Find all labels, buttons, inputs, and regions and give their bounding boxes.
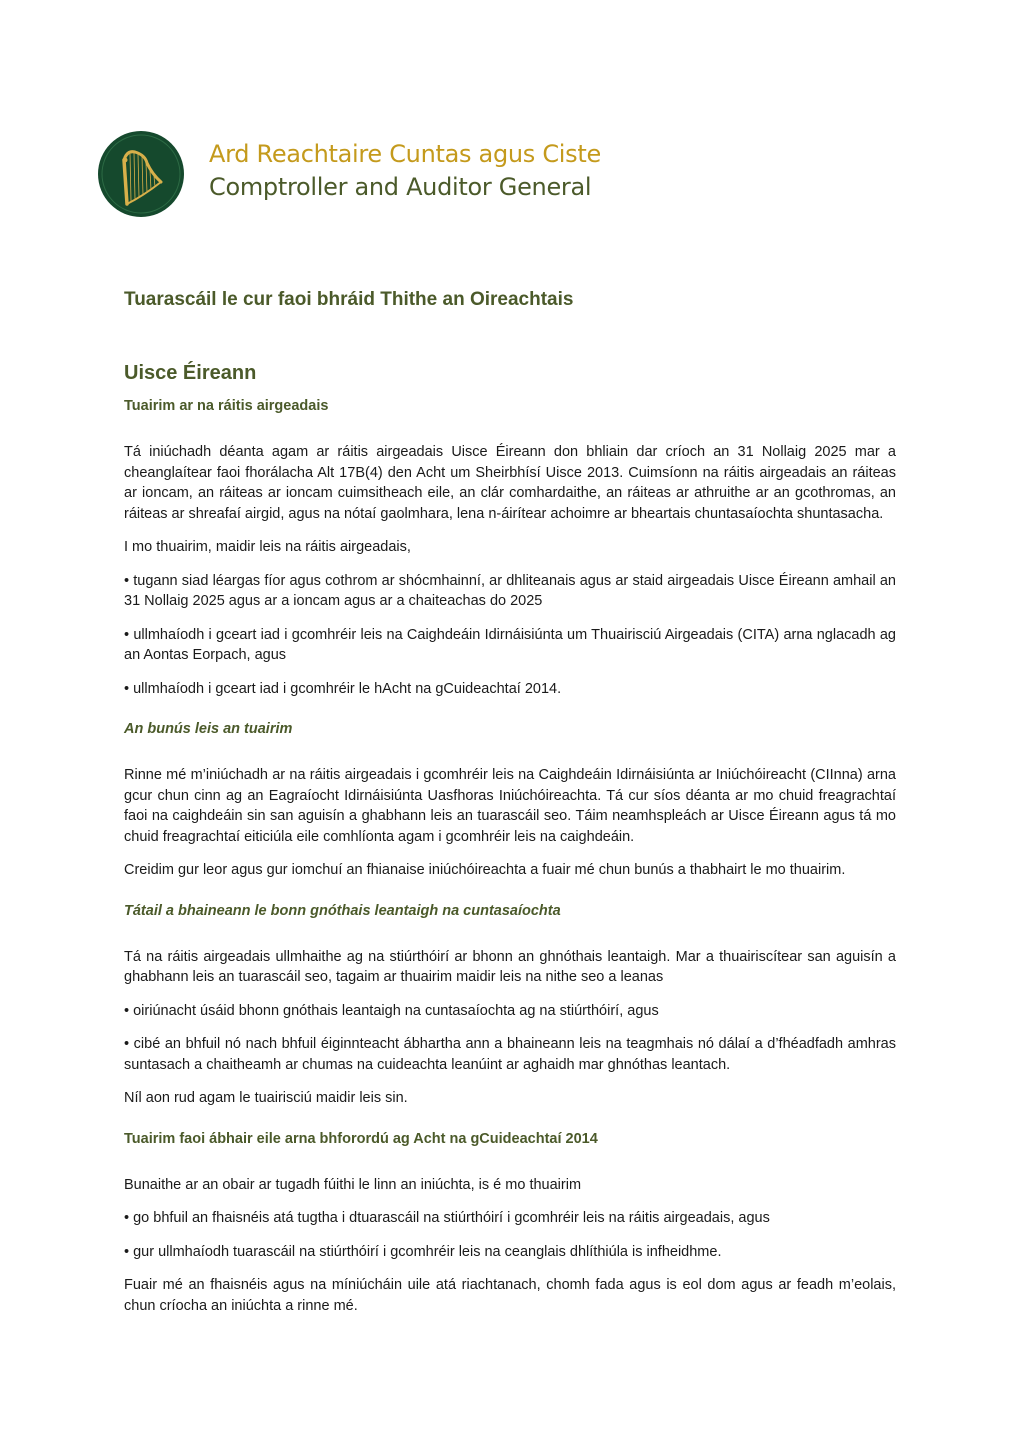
paragraph: Tá na ráitis airgeadais ullmhaithe ag na stiúrthóirí ar bhonn an ghnóthais leantaigh. Mar a thuairiscítear san aguisín a ghabhann leis an tuarascáil seo, tagaim ar thuairim maidir leis na nithe seo a leanas [124, 948, 896, 985]
bullet-paragraph: • tugann siad léargas fíor agus cothrom ar shócmhainní, ar dhliteanais agus ar staid airgeadais Uisce Éireann amhail an 31 Nollaig 2025 agus ar a ioncam agus ar a chaiteachas do 2025 [124, 572, 896, 609]
paragraph: Níl aon rud agam le tuairisciú maidir leis sin. [124, 1090, 408, 1106]
bullet-paragraph: • ullmhaíodh i gceart iad i gcomhréir leis na Caighdeáin Idirnáisiúnta um Thuairisciú Airgeadais (CITA) arna nglacadh ag an Aontas Eorpach, agus [124, 626, 896, 663]
bullet-paragraph: • cibé an bhfuil nó nach bhfuil éiginnteacht ábhartha ann a bhaineann leis na teagmhais nó dálaí a d’fhéadfadh amhras suntasach a chaitheamh ar chumas na cuideachta leanúint ar aghaidh mar ghnóthas leantach. [124, 1036, 896, 1073]
report-title: Tuarascáil le cur faoi bhráid Thithe an Oireachtais [124, 289, 574, 310]
paragraph: Fuair mé an fhaisnéis agus na míniúcháin uile atá riachtanach, chomh fada agus is eol dom agus ar feadh m’eolais, chun críocha an iniúchta a rinne mé. [124, 1277, 896, 1314]
paragraph: Bunaithe ar an obair ar tugadh fúithi le linn an iniúchta, is é mo thuairim [124, 1176, 582, 1193]
section-heading-other-matters: Tuairim faoi ábhair eile arna bhforordú ag Acht na gCuideachtaí 2014 [124, 1130, 598, 1147]
section-heading-opinion: Tuairim ar na ráitis airgeadais [124, 398, 329, 414]
paragraph: Tá iniúchadh déanta agam ar ráitis airgeadais Uisce Éireann don bhliain dar críoch an 31 Nollaig 2025 mar a cheanglaítear faoi fhorálacha Alt 17B(4) den Acht um Sheirbhísí Uisce 2013. Cuimsíonn na ráitis airgeadais an ráiteas ar ioncam, an ráiteas ar ioncam cuimsitheach eile, an clár comhardaithe, an ráiteas ar athruithe ar an gcothromas, an ráiteas ar shreafaí airgid, agus na nótaí gaolmhara, lena n-áirítear achoimre ar bheartais chuntasaíochta shuntasacha. [124, 444, 896, 522]
bullet-paragraph: • go bhfuil an fhaisnéis atá tugtha i dtuarascáil na stiúrthóirí i gcomhréir leis na ráitis airgeadais, agus [124, 1210, 770, 1226]
bullet-paragraph: • oiriúnacht úsáid bhonn gnóthais leantaigh na cuntasaíochta ag na stiúrthóirí, agus [124, 1002, 659, 1019]
paragraph: I mo thuairim, maidir leis na ráitis airgeadais, [124, 539, 411, 555]
section-heading-going-concern: Tátail a bhaineann le bonn gnóthais leantaigh na cuntasaíochta [124, 902, 561, 919]
org-name-english: Comptroller and Auditor General [209, 173, 592, 201]
bullet-paragraph: • ullmhaíodh i gceart iad i gcomhréir le hAcht na gCuideachtaí 2014. [124, 680, 562, 697]
paragraph: Creidim gur leor agus gur iomchuí an fhianaise iniúchóireachta a fuair mé chun bunús a thabhairt le mo thuairim. [124, 862, 846, 878]
entity-name: Uisce Éireann [124, 362, 257, 384]
report-body [124, 288, 896, 1329]
paragraph: Rinne mé m’iniúchadh ar na ráitis airgeadais i gcomhréir leis na Caighdeáin Idirnáisiúnta ar Iniúchóireacht (CIInna) arna gcur chun cinn ag an Eagraíocht Idirnáisiúnta Uasfhoras Iniúchóireachta. Tá cur síos déanta ar mo chuid freagrachtaí faoi na caighdeáin sin san aguisín a ghabhann leis an tuarascáil seo. Táim neamhspleách ar Uisce Éireann agus tá mo chuid freagrachtaí eiticiúla eile comhlíonta agam i gcomhréir leis na caighdeáin. [124, 767, 896, 845]
section-heading-basis: An bunús leis an tuairim [124, 721, 293, 737]
bullet-paragraph: • gur ullmhaíodh tuarascáil na stiúrthóirí i gcomhréir leis na ceanglais dhlíthiúla is infheidhme. [124, 1243, 722, 1260]
org-name-irish: Ard Reachtaire Cuntas agus Ciste [209, 140, 601, 168]
harp-logo-icon [97, 130, 185, 218]
organisation-name [209, 138, 601, 204]
